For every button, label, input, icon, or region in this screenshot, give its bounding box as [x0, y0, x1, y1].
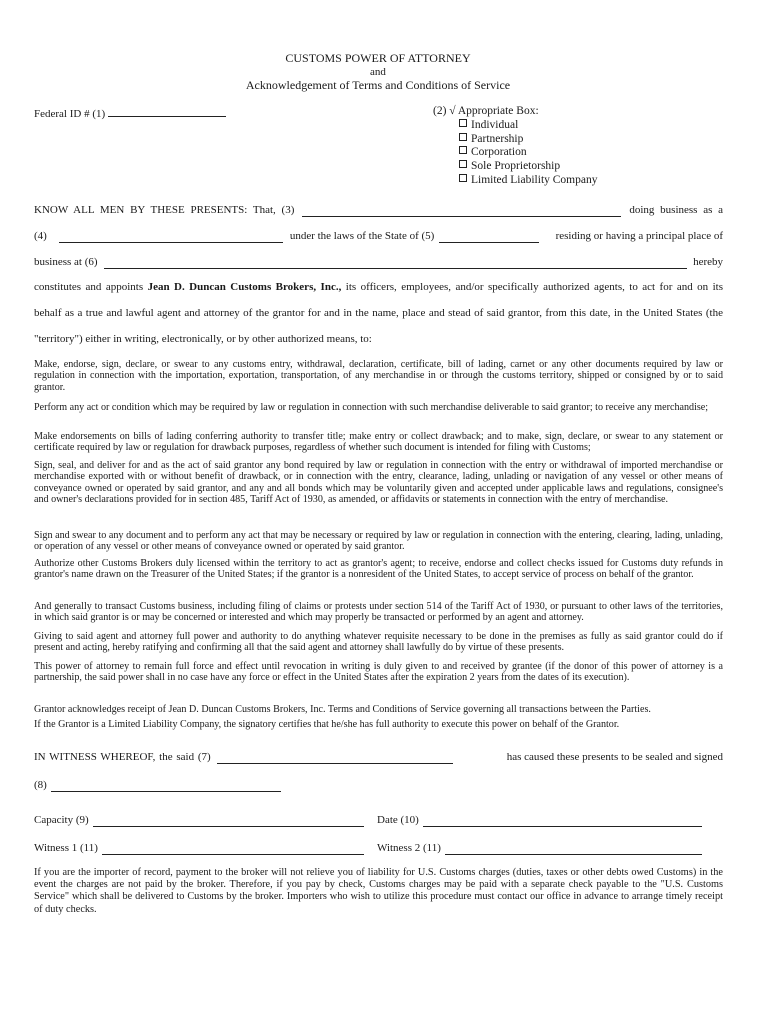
- witness1-row: [34, 841, 364, 855]
- title-conjunction: and: [370, 66, 386, 78]
- checkbox-icon[interactable]: [459, 160, 467, 168]
- federal-id-label: Federal ID # (1): [34, 108, 106, 120]
- document-title: CUSTOMS POWER OF ATTORNEY: [285, 51, 471, 65]
- clause-authorize-brokers: Authorize other Customs Brokers duly licensed within the territory to act as grantor's agent; to receive, endorse and collect checks issued for Customs duty refunds in grantor's name drawn on the Treasurer of the United States; if the grantor is a nonresident of the United States, to accept service of process on behalf of the grantor.: [34, 558, 723, 581]
- business-address-field[interactable]: [104, 258, 688, 269]
- business-form-label: (4): [34, 230, 47, 242]
- territory-line: "territory") either in writing, electronically, or by other authorized means, to:: [34, 333, 372, 345]
- business-type-label: doing business as a: [629, 204, 723, 216]
- witness-whereof-row: [34, 750, 723, 764]
- checkbox-icon[interactable]: [459, 133, 467, 141]
- signature-row: [34, 778, 281, 792]
- clause-general: And generally to transact Customs business, including filing of claims or protests under section 514 of the Tariff Act of 1930, or pursuant to other laws of the territories, in which said grantor is or may be concerned or interested and which may properly be transacted or performed by an agent and attorney.: [34, 601, 723, 624]
- state-label: under the laws of the State of (5): [289, 230, 435, 242]
- business-address-row: [34, 255, 723, 269]
- witness1-label: Witness 1 (11): [34, 842, 98, 854]
- document-subtitle: Acknowledgement of Terms and Conditions of Service: [245, 78, 511, 92]
- residence-label: residing or having a principal place of: [555, 230, 723, 242]
- state-row: [34, 229, 723, 243]
- capacity-row: [34, 813, 364, 827]
- entity-type-group: [433, 105, 597, 188]
- behalf-line: behalf as a true and lawful agent and attorney of the grantor for and in the name, place and stead of said grantor, from this date, in the United States (the: [34, 307, 723, 319]
- capacity-label: Capacity (9): [34, 814, 89, 826]
- checkbox-icon[interactable]: [459, 146, 467, 154]
- signature-label: (8): [34, 779, 47, 791]
- capacity-field[interactable]: [93, 816, 364, 827]
- grantor-name-label: KNOW ALL MEN BY THESE PRESENTS: That, (3): [34, 204, 295, 216]
- clause-llc: If the Grantor is a Limited Liability Company, the signatory certifies that he/she has full authority to execute this power on behalf of the Grantor.: [34, 719, 620, 730]
- federal-id-row: [34, 106, 226, 121]
- option-individual[interactable]: Individual: [433, 119, 597, 133]
- witness-whereof-label: IN WITNESS WHEREOF, the said (7): [34, 751, 211, 763]
- option-partnership[interactable]: Partnership: [433, 133, 597, 147]
- option-sole-proprietorship[interactable]: Sole Proprietorship: [433, 160, 597, 174]
- checkbox-icon[interactable]: [459, 119, 467, 127]
- grantor-signature-name-field[interactable]: [217, 753, 453, 764]
- broker-name: Jean D. Duncan Customs Brokers, Inc.,: [147, 281, 342, 293]
- option-corporation[interactable]: Corporation: [433, 146, 597, 160]
- state-field[interactable]: [439, 232, 539, 243]
- clause-duration: This power of attorney to remain full force and effect until revocation in writing is duly given to and received by grantee (if the donor of this power of attorney is a partnership, the said power shall in no case have any force or effect in the United States after the expiration 2 years from the dates of its execution).: [34, 661, 723, 684]
- clause-perform: Perform any act or condition which may be required by law or regulation in connection with such merchandise deliverable to said grantor; to receive any merchandise;: [34, 402, 709, 413]
- grantor-name-field[interactable]: [302, 206, 621, 217]
- clause-acknowledgement: Grantor acknowledges receipt of Jean D. Duncan Customs Brokers, Inc. Terms and Conditions of Service governing all transactions between the Parties.: [34, 704, 651, 715]
- business-address-label: business at (6): [34, 256, 98, 268]
- witness2-row: [377, 841, 702, 855]
- business-form-field[interactable]: [59, 232, 283, 243]
- date-field[interactable]: [423, 816, 702, 827]
- witness2-field[interactable]: [445, 844, 702, 855]
- hereby-label: hereby: [693, 256, 723, 268]
- option-llc[interactable]: Limited Liability Company: [433, 174, 597, 188]
- clause-endorsements: Make endorsements on bills of lading conferring authority to transfer title; make entry or collect drawback; and to make, sign, declare, or swear to any statement or certificate required by law or regulation for drawback purposes, regardless of whether such document is intended for filing with Customs;: [34, 431, 723, 454]
- appointment-line: constitutes and appoints Jean D. Duncan Customs Brokers, Inc., its officers, employees, and/or specifically authorized agents, to act for and on its: [34, 281, 723, 293]
- entity-type-label: (2) √ Appropriate Box:: [433, 105, 539, 117]
- checkbox-icon[interactable]: [459, 174, 467, 182]
- clause-full-power: Giving to said agent and attorney full power and authority to do anything whatever requisite necessary to be done in the premises as fully as said grantor could do if present and acting, hereby ratifying and confirming all that the said agent and attorney shall lawfully do by virtue of these presents.: [34, 631, 723, 654]
- witness2-label: Witness 2 (11): [377, 842, 441, 854]
- witness1-field[interactable]: [102, 844, 364, 855]
- grantor-name-row: [34, 203, 723, 217]
- date-label: Date (10): [377, 814, 419, 826]
- clause-vessel: Sign and swear to any document and to perform any act that may be necessary or required by law or regulation in connection with the entering, clearing, lading, unlading, or operation of any vessel or other means of conveyance owned or operated by said grantor.: [34, 530, 723, 553]
- date-row: [377, 813, 702, 827]
- clause-entries: Make, endorse, sign, declare, or swear to any customs entry, withdrawal, declaration, certificate, bill of lading, carnet or any other documents required by law or regulation in connection with the importation, exportation, transportation, of any merchandise in or through the customs territory, shipped or consigned by or to said grantor.: [34, 359, 723, 393]
- importer-notice: If you are the importer of record, payment to the broker will not relieve you of liability for U.S. Customs charges (duties, taxes or other debts owed Customs) in the event the charges are not paid by the broker. Therefore, if you pay by check, Customs charges may be paid with a separate check payable to the "U.S. Customs Service" which shall be delivered to Customs by the broker. Importers who wish to utilize this procedure must contact our office in advance to arrange timely receipt of duty checks.: [34, 867, 723, 915]
- sealed-signed-label: has caused these presents to be sealed and signed: [506, 751, 723, 763]
- signature-field[interactable]: [51, 781, 281, 792]
- clause-bonds: Sign, seal, and deliver for and as the act of said grantor any bond required by law or regulation in connection with the entry or withdrawal of imported merchandise or merchandise exported with or without benefit of drawback, or in connection with the entry, clearance, lading, unlading or navigation of any vessel or other means of conveyance owned or operated by said grantor, and any and all bonds which may be voluntarily given and accepted under applicable laws and regulations, consignee's and owner's declarations provided for in section 485, Tariff Act of 1930, as amended, or affidavits or statements in connection with the entry of merchandise.: [34, 460, 723, 506]
- federal-id-field[interactable]: [108, 106, 226, 117]
